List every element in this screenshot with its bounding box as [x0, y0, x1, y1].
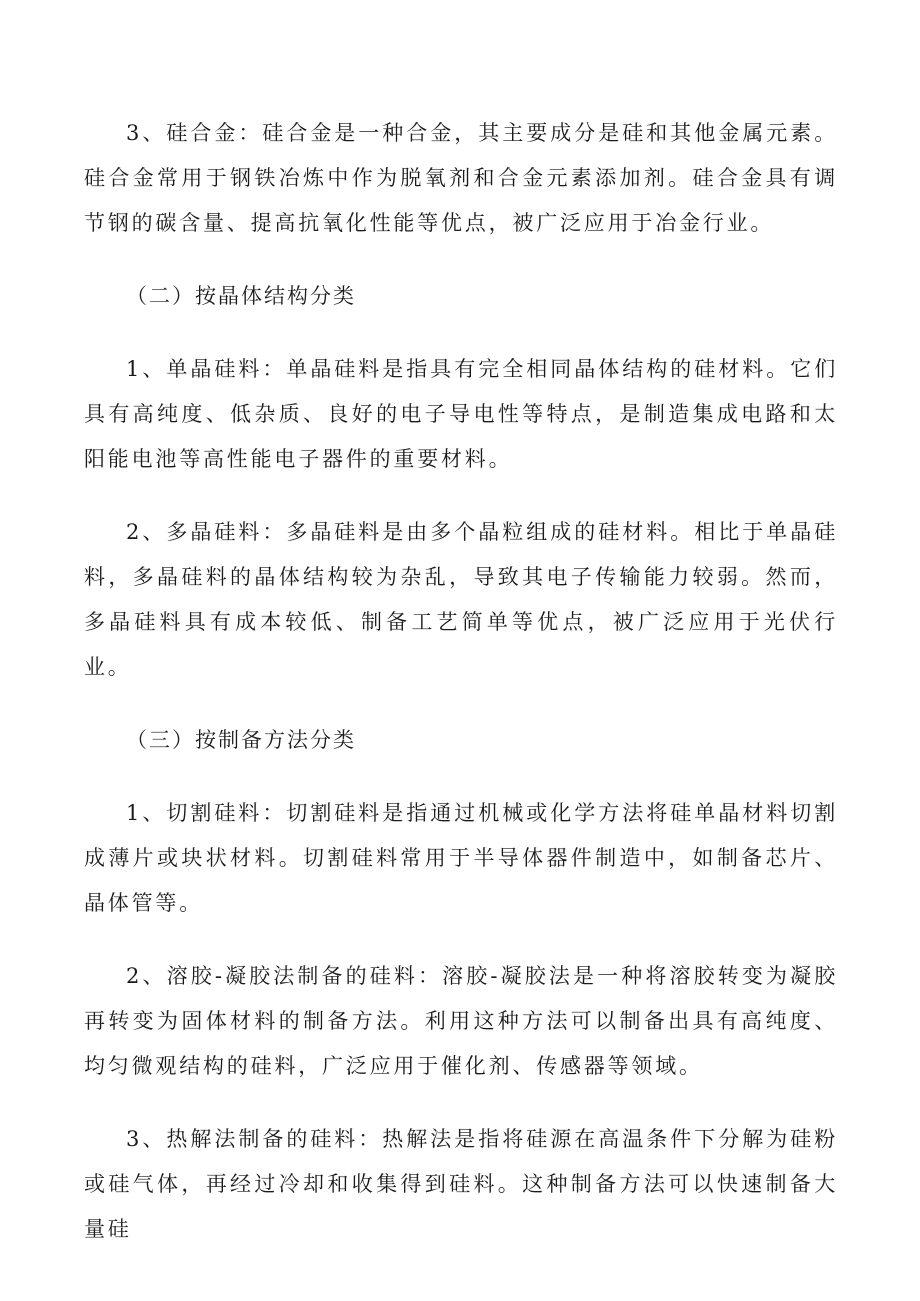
- paragraph-sol-gel-silicon: 2、溶胶-凝胶法制备的硅料：溶胶-凝胶法是一种将溶胶转变为凝胶再转变为固体材料的制备方法。利用这种方法可以制备出具有高纯度、均匀微观结构的硅料，广泛应用于催化剂、传感器等领域。: [84, 964, 838, 1078]
- paragraph-pyrolysis-silicon: 3、热解法制备的硅料：热解法是指将硅源在高温条件下分解为硅粉或硅气体，再经过冷却和收集得到硅料。这种制备方法可以快速制备大量硅: [84, 1127, 838, 1241]
- paragraph-silicon-alloy: 3、硅合金：硅合金是一种合金，其主要成分是硅和其他金属元素。硅合金常用于钢铁冶炼中作为脱氧剂和合金元素添加剂。硅合金具有调节钢的碳含量、提高抗氧化性能等优点，被广泛应用于冶金行业。: [84, 121, 838, 235]
- section-heading-crystal-structure: （二）按晶体结构分类: [126, 284, 356, 308]
- paragraph-cut-silicon: 1、切割硅料：切割硅料是指通过机械或化学方法将硅单晶材料切割成薄片或块状材料。切割硅料常用于半导体器件制造中，如制备芯片、晶体管等。: [84, 801, 838, 915]
- document-body: [84, 111, 838, 1280]
- paragraph-monocrystalline-silicon: 1、单晶硅料：单晶硅料是指具有完全相同晶体结构的硅材料。它们具有高纯度、低杂质、良好的电子导电性等特点，是制造集成电路和太阳能电池等高性能电子器件的重要材料。: [84, 357, 838, 471]
- section-heading-preparation-method: （三）按制备方法分类: [126, 728, 356, 752]
- paragraph-polycrystalline-silicon: 2、多晶硅料：多晶硅料是由多个晶粒组成的硅材料。相比于单晶硅料，多晶硅料的晶体结构较为杂乱，导致其电子传输能力较弱。然而，多晶硅料具有成本较低、制备工艺简单等优点，被广泛应用于光伏行业。: [84, 520, 838, 679]
